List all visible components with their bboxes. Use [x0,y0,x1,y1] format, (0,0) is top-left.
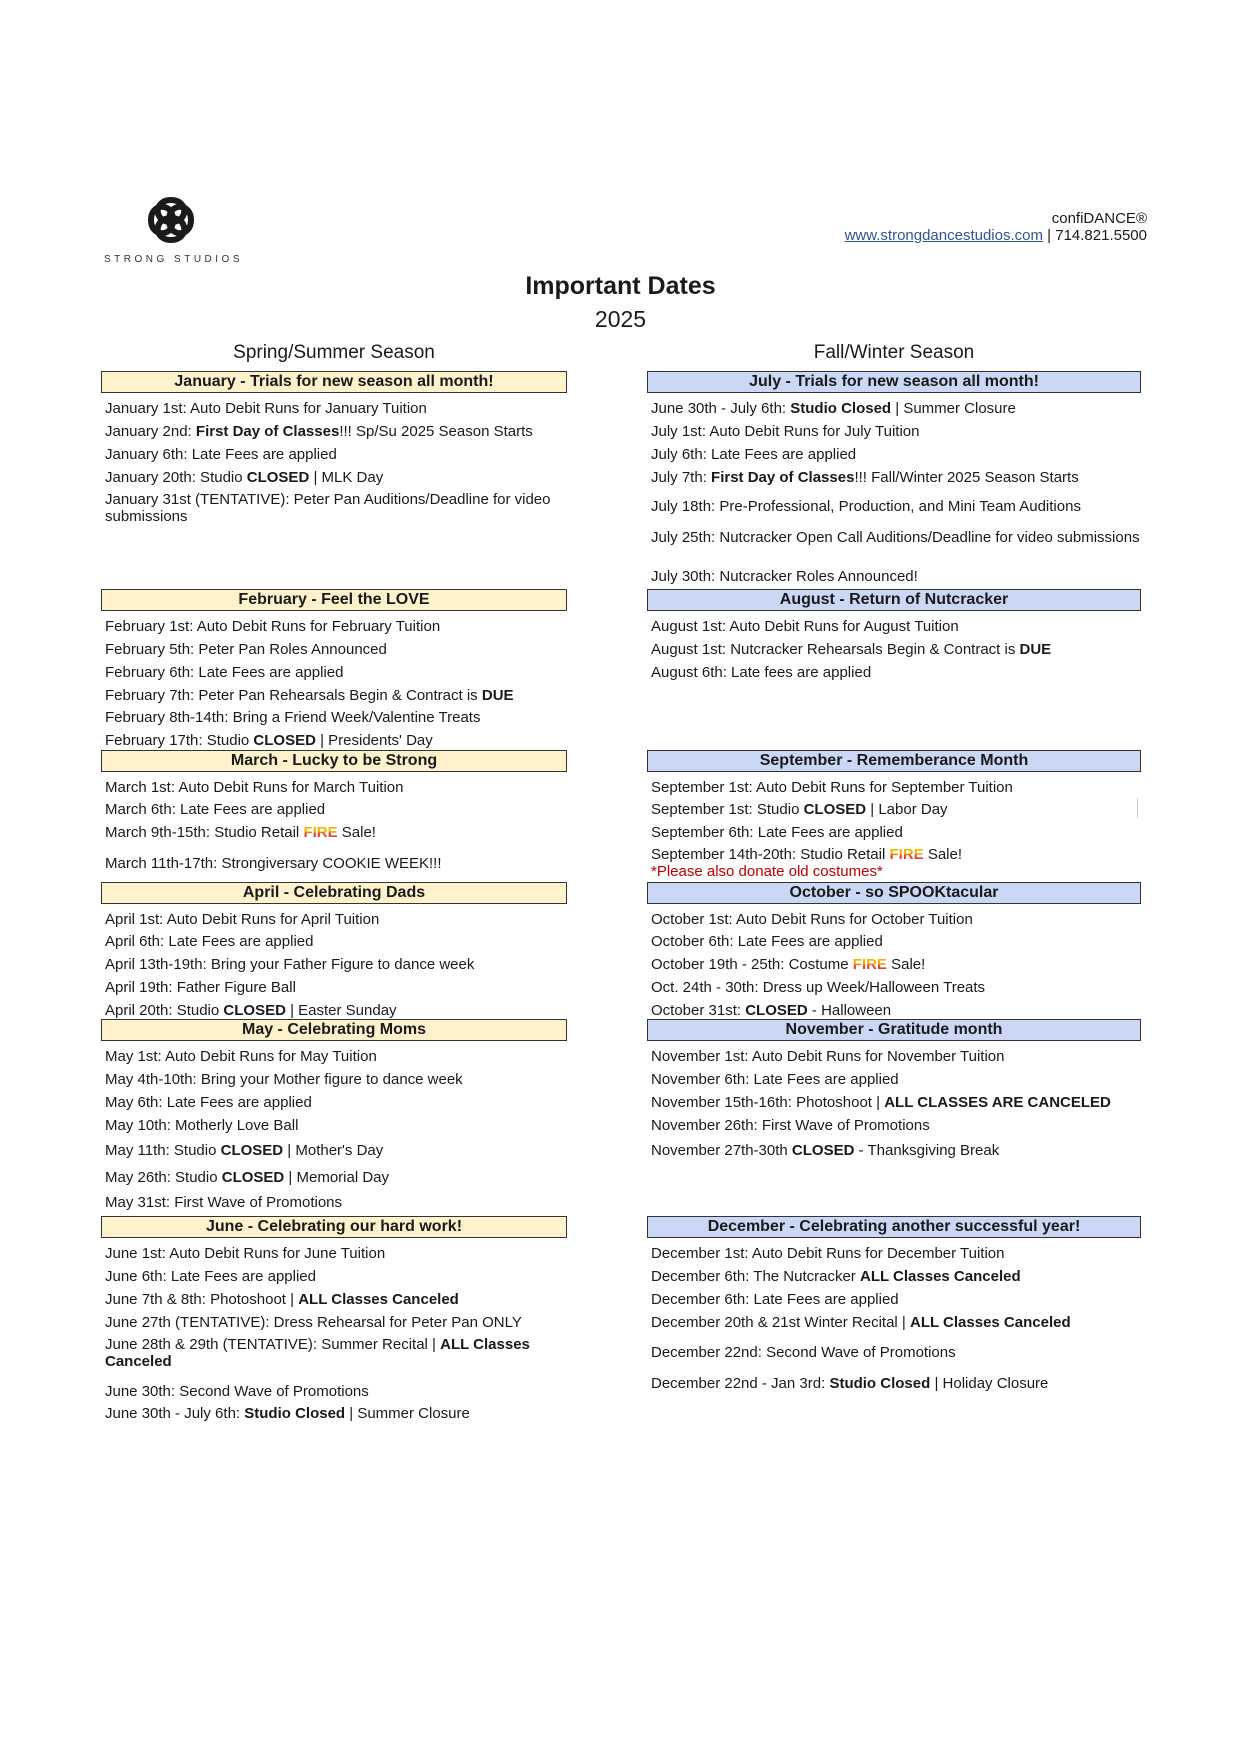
event-text: December 20th & 21st Winter Recital | [651,1314,910,1331]
event-may-1 [105,1048,567,1065]
event-january-3 [105,446,567,463]
event-text: November 6th: Late Fees are applied [651,1071,899,1088]
event-text: March 1st: Auto Debit Runs for March Tuition [105,779,404,796]
month-header-june: June - Celebrating our hard work! [101,1216,567,1238]
event-june-4 [105,1314,567,1331]
website-link[interactable]: www.strongdancestudios.com [844,227,1043,244]
event-text: September 14th-20th: Studio Retail [651,846,890,863]
event-text: July 6th: Late Fees are applied [651,446,857,463]
event-text: September 6th: Late Fees are applied [651,824,903,841]
event-october-1 [651,911,1141,928]
contact-tagline: confiDANCE® [1051,210,1147,227]
event-text: May 31st: First Wave of Promotions [105,1194,343,1211]
event-text: May 10th: Motherly Love Ball [105,1117,299,1134]
event-text: March 11th-17th: Strongiversary COOKIE WEEK!!! [105,855,442,872]
event-december-3 [651,1291,1141,1308]
event-text: May 6th: Late Fees are applied [105,1094,312,1111]
event-april-3 [105,956,567,973]
event-text: December 22nd - Jan 3rd: [651,1375,830,1392]
event-text: First Day of Classes [195,423,340,440]
event-text: April 13th-19th: Bring your Father Figure to dance week [105,956,475,973]
month-header-august: August - Return of Nutcracker [647,589,1141,611]
event-may-2 [105,1071,567,1088]
event-july-2 [651,423,1141,440]
event-text: | Presidents' Day [315,732,433,749]
event-text: CLOSED [791,1142,855,1159]
event-text: | Labor Day [866,801,948,818]
event-text: January 6th: Late Fees are applied [105,446,337,463]
event-text: December 6th: Late Fees are applied [651,1291,899,1308]
month-header-november: November - Gratitude month [647,1019,1141,1041]
event-text: March 9th-15th: Studio Retail [105,824,304,841]
donation-note: *Please also donate old costumes* [651,863,883,880]
event-text: | Holiday Closure [930,1375,1049,1392]
month-header-december: December - Celebrating another successful year! [647,1216,1141,1238]
event-text: June 30th - July 6th: [651,400,791,417]
page-title: Important Dates [525,272,716,300]
event-text: ALL Classes Canceled [859,1268,1021,1285]
event-text: February 17th: Studio [105,732,254,749]
page-year: 2025 [594,306,647,332]
event-text: | Summer Closure [891,400,1016,417]
event-text: DUE [1019,641,1052,658]
event-text: CLOSED [221,1169,285,1186]
event-july-3 [651,446,1141,463]
event-text: April 20th: Studio [105,1002,224,1019]
month-header-october: October - so SPOOKtacular [647,882,1141,904]
event-text: ALL Classes Canceled [298,1291,459,1308]
event-text: June 28th & 29th (TENTATIVE): Summer Recital | [105,1336,441,1353]
event-text: November 27th-30th [651,1142,792,1159]
event-text: CLOSED [220,1142,284,1159]
event-september-2 [651,801,1141,818]
event-text: January 2nd: [105,423,196,440]
month-header-february: February - Feel the LOVE [101,589,567,611]
event-october-2 [651,933,1141,950]
event-text: January 31st (TENTATIVE): Peter Pan Auditions/Deadline for video submissions [105,491,551,525]
event-november-3 [651,1094,1141,1111]
event-text: Studio Closed [244,1405,346,1422]
event-august-1 [651,618,1141,635]
event-december-1 [651,1245,1141,1262]
event-text: July 30th: Nutcracker Roles Announced! [651,568,918,585]
event-text: September 1st: Auto Debit Runs for September Tuition [651,779,1013,796]
fire-word: FIRE [889,846,924,863]
event-text: - Halloween [807,1002,892,1019]
event-june-1 [105,1245,567,1262]
event-text: February 5th: Peter Pan Roles Announced [105,641,387,658]
event-text: February 7th: Peter Pan Rehearsals Begin & Contract is [105,687,482,704]
event-october-3 [651,956,1141,973]
event-text: | Summer Closure [345,1405,470,1422]
month-header-january: January - Trials for new season all month! [101,371,567,393]
event-text: October 31st: [651,1002,746,1019]
event-text: June 1st: Auto Debit Runs for June Tuition [105,1245,386,1262]
event-text: August 1st: Auto Debit Runs for August Tuition [651,618,959,635]
event-text: June 6th: Late Fees are applied [105,1268,316,1285]
event-april-2 [105,933,567,950]
event-may-3 [105,1094,567,1111]
event-may-7 [105,1194,567,1211]
event-text: | Easter Sunday [285,1002,397,1019]
event-text: April 1st: Auto Debit Runs for April Tuition [105,911,380,928]
event-january-5 [105,491,567,525]
event-february-2 [105,641,567,658]
event-december-4 [651,1314,1141,1331]
event-may-4 [105,1117,567,1134]
event-text: October 1st: Auto Debit Runs for October Tuition [651,911,973,928]
event-july-4 [651,469,1141,486]
event-january-2 [105,423,567,440]
event-text: June 30th - July 6th: [105,1405,245,1422]
event-text: First Day of Classes [711,469,855,486]
event-text: CLOSED [223,1002,286,1019]
event-text: November 26th: First Wave of Promotions [651,1117,930,1134]
month-header-april: April - Celebrating Dads [101,882,567,904]
event-june-6 [105,1383,567,1400]
event-february-6 [105,732,567,749]
event-text: December 22nd: Second Wave of Promotions [651,1344,956,1361]
event-text: ALL Classes Canceled [910,1314,1071,1331]
month-header-september: September - Rememberance Month [647,750,1141,772]
event-text: CLOSED [253,732,316,749]
event-text: Oct. 24th - 30th: Dress up Week/Halloween Treats [651,979,986,996]
brand-name: STRONG STUDIOS [104,254,244,265]
event-text: July 7th: [651,469,712,486]
event-june-2 [105,1268,567,1285]
event-may-6 [105,1169,567,1186]
event-april-1 [105,911,567,928]
event-text: Studio Closed [829,1375,931,1392]
event-text: January 20th: Studio [105,469,247,486]
event-text: June 30th: Second Wave of Promotions [105,1383,369,1400]
event-text: February 8th-14th: Bring a Friend Week/Valentine Treats [105,709,481,726]
event-text: May 1st: Auto Debit Runs for May Tuition [105,1048,377,1065]
event-text: | Mother's Day [283,1142,384,1159]
fire-word: FIRE [852,956,887,973]
event-text: May 4th-10th: Bring your Mother figure to dance week [105,1071,463,1088]
event-november-5 [651,1142,1141,1159]
brand-logo [104,192,244,265]
event-text: October 19th - 25th: Costume [651,956,853,973]
event-text: May 26th: Studio [105,1169,222,1186]
event-text: June 27th (TENTATIVE): Dress Rehearsal for Peter Pan ONLY [105,1314,522,1331]
event-text: December 6th: The Nutcracker [651,1268,860,1285]
season-title-fall-winter: Fall/Winter Season [813,342,975,363]
event-text: | MLK Day [309,469,384,486]
month-header-march: March - Lucky to be Strong [101,750,567,772]
event-text: August 1st: Nutcracker Rehearsals Begin & Contract is [651,641,1020,658]
divider-line [1137,798,1138,818]
event-text: November 1st: Auto Debit Runs for November Tuition [651,1048,1005,1065]
event-december-5 [651,1344,1141,1361]
event-text: July 25th: Nutcracker Open Call Auditions/Deadline for video submissions [651,529,1140,546]
event-text: October 6th: Late Fees are applied [651,933,883,950]
event-march-2 [105,801,567,818]
event-february-1 [105,618,567,635]
event-march-1 [105,779,567,796]
event-march-3 [105,824,567,841]
event-june-5 [105,1336,567,1370]
event-september-1 [651,779,1141,796]
event-text: Studio Closed [790,400,892,417]
season-title-spring-summer: Spring/Summer Season [233,342,435,363]
event-march-4 [105,855,567,872]
event-text: May 11th: Studio [105,1142,221,1159]
event-text: DUE [481,687,514,704]
event-november-2 [651,1071,1141,1088]
phone-number: | 714.821.5500 [1047,227,1147,244]
event-july-5 [651,498,1141,515]
event-april-5 [105,1002,567,1019]
event-text: Sale! [337,824,376,841]
event-text: July 18th: Pre-Professional, Production, and Mini Team Auditions [651,498,1081,515]
event-august-3 [651,664,1141,681]
event-text: December 1st: Auto Debit Runs for December Tuition [651,1245,1005,1262]
fire-word: FIRE [303,824,338,841]
event-september-4 [651,846,1141,880]
event-october-4 [651,979,1141,996]
event-text: !!! Fall/Winter 2025 Season Starts [854,469,1079,486]
event-text: August 6th: Late fees are applied [651,664,872,681]
event-text: ALL Classes Canceled [105,1336,530,1370]
event-text: February 6th: Late Fees are applied [105,664,344,681]
event-february-4 [105,687,567,704]
event-december-6 [651,1375,1141,1392]
event-text: September 1st: Studio [651,801,804,818]
event-june-3 [105,1291,567,1308]
event-july-7 [651,568,1141,585]
event-text: | Memorial Day [284,1169,390,1186]
contact-block [845,210,1147,244]
event-may-5 [105,1142,567,1159]
event-text: November 15th-16th: Photoshoot | [651,1094,885,1111]
event-september-3 [651,824,1141,841]
event-text: March 6th: Late Fees are applied [105,801,326,818]
event-text: CLOSED [803,801,867,818]
event-text: CLOSED [246,469,310,486]
event-november-4 [651,1117,1141,1134]
event-text: Sale! [923,846,963,863]
event-november-1 [651,1048,1141,1065]
event-january-1 [105,400,567,417]
event-text: June 7th & 8th: Photoshoot | [105,1291,299,1308]
event-text: ALL CLASSES ARE CANCELED [884,1094,1111,1111]
event-august-2 [651,641,1141,658]
event-text: CLOSED [745,1002,808,1019]
event-text: !!! Sp/Su 2025 Season Starts [339,423,533,440]
event-june-7 [105,1405,567,1422]
event-text: July 1st: Auto Debit Runs for July Tuition [651,423,920,440]
event-february-3 [105,664,567,681]
strong-studios-knot-icon [143,192,199,248]
event-july-1 [651,400,1141,417]
event-text: January 1st: Auto Debit Runs for January Tuition [105,400,427,417]
event-text: - Thanksgiving Break [854,1142,1000,1159]
month-header-july: July - Trials for new season all month! [647,371,1141,393]
event-text: April 6th: Late Fees are applied [105,933,314,950]
event-july-6 [651,529,1141,546]
event-text: February 1st: Auto Debit Runs for February Tuition [105,618,441,635]
event-april-4 [105,979,567,996]
event-december-2 [651,1268,1141,1285]
event-text: Sale! [886,956,926,973]
month-header-may: May - Celebrating Moms [101,1019,567,1041]
event-october-5 [651,1002,1141,1019]
contact-line [845,227,1147,244]
event-text: April 19th: Father Figure Ball [105,979,296,996]
event-february-5 [105,709,567,726]
event-january-4 [105,469,567,486]
